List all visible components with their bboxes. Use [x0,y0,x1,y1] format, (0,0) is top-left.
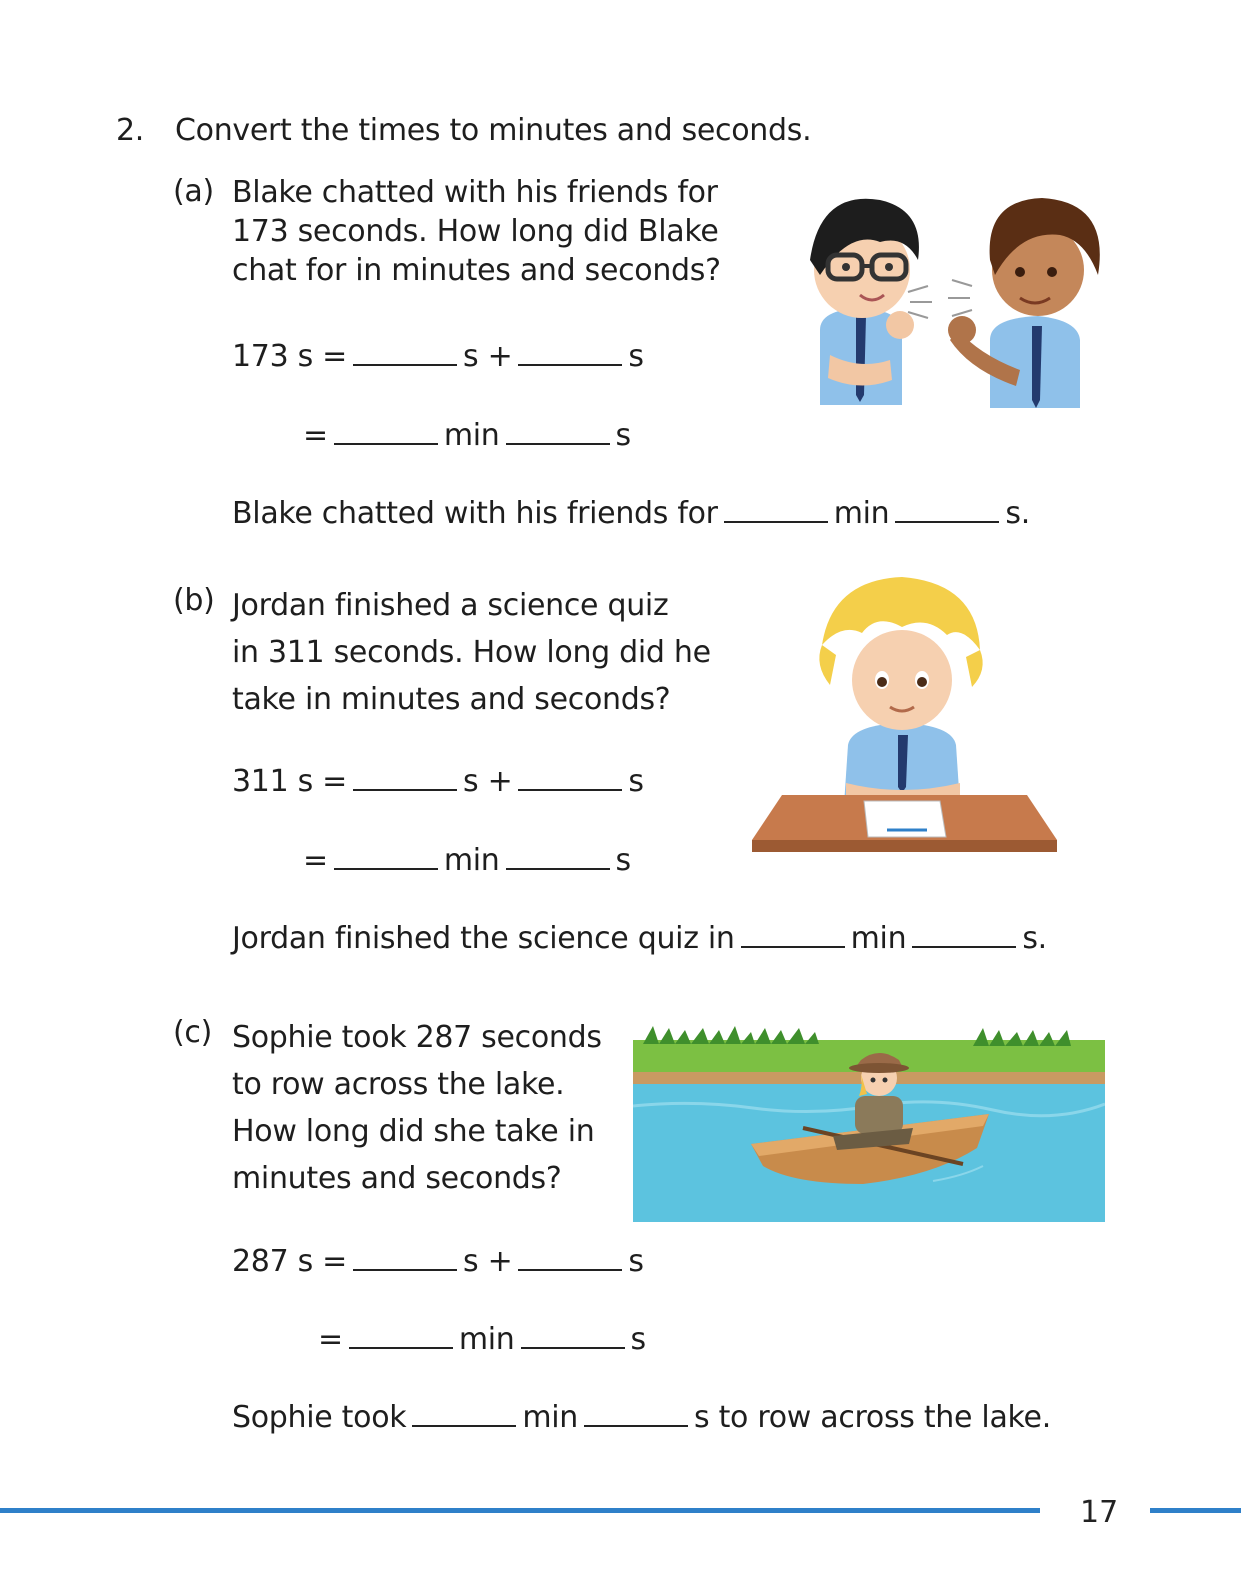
part-b-line-1: Jordan finished a science quiz [232,588,669,623]
part-c-s-plus: s + [463,1244,513,1279]
part-b-label: (b) [173,583,215,618]
part-a-s2: s [615,418,631,453]
part-b-blank-5[interactable] [741,922,845,948]
part-b-s2: s [615,843,631,878]
boy-at-desk-illustration [752,575,1062,860]
part-a-eq1-lhs: 173 s = [232,339,347,374]
part-a-blank-3[interactable] [334,419,438,445]
part-b-min: min [443,843,500,878]
part-b-answer-end: s. [1022,921,1047,956]
part-a-question [232,173,721,290]
part-b-s-plus: s + [463,764,513,799]
part-a-answer-start: Blake chatted with his friends for [232,496,718,531]
part-c-label: (c) [173,1015,213,1050]
footer-line-right [1150,1508,1241,1513]
part-b-equation-1 [232,763,644,801]
part-c-equation-2 [318,1321,646,1359]
part-c-blank-3[interactable] [349,1323,453,1349]
question-number: 2. [116,113,145,148]
part-c-answer [232,1399,1051,1437]
part-c-blank-5[interactable] [412,1401,516,1427]
part-b-blank-4[interactable] [506,844,610,870]
part-c-line-4: minutes and seconds? [232,1161,562,1196]
part-c-answer-start: Sophie took [232,1400,407,1435]
part-b-blank-6[interactable] [912,922,1016,948]
part-c-answer-end: s to row across the lake. [694,1400,1051,1435]
part-b-line-2: in 311 seconds. How long did he [232,635,711,670]
part-c-min: min [458,1322,515,1357]
part-c-blank-1[interactable] [353,1245,457,1271]
part-c-answer-min: min [522,1400,579,1435]
part-b-blank-2[interactable] [518,765,622,791]
part-a-line-3: chat for in minutes and seconds? [232,253,721,288]
part-c-equation-1 [232,1243,644,1281]
part-a-blank-4[interactable] [506,419,610,445]
part-b-answer [232,920,1047,958]
page-number: 17 [1080,1495,1119,1530]
part-b-answer-start: Jordan finished the science quiz in [232,921,735,956]
part-c-line-1: Sophie took 287 seconds [232,1020,602,1055]
part-b-eq2-equals: = [303,843,328,878]
part-b-question [232,582,711,723]
part-a-s: s [628,339,644,374]
two-boys-chatting-illustration [780,180,1130,415]
part-b-equation-2 [303,842,631,880]
part-c-s2: s [630,1322,646,1357]
part-b-blank-1[interactable] [353,765,457,791]
part-c-line-3: How long did she take in [232,1114,595,1149]
part-a-answer-end: s. [1005,496,1030,531]
part-a-blank-5[interactable] [724,497,828,523]
part-a-answer-min: min [833,496,890,531]
part-c-question [232,1014,602,1202]
part-a-line-1: Blake chatted with his friends for [232,175,718,210]
question-prompt: Convert the times to minutes and seconds. [175,113,812,148]
part-c-blank-6[interactable] [584,1401,688,1427]
part-a-line-2: 173 seconds. How long did Blake [232,214,719,249]
part-a-blank-6[interactable] [895,497,999,523]
part-a-equation-2 [303,417,631,455]
part-c-line-2: to row across the lake. [232,1067,565,1102]
part-a-equation-1 [232,338,644,376]
part-b-line-3: take in minutes and seconds? [232,682,671,717]
part-a-blank-1[interactable] [353,340,457,366]
girl-rowing-boat-illustration [633,1016,1105,1222]
part-b-blank-3[interactable] [334,844,438,870]
footer-line-left [0,1508,1040,1513]
part-b-answer-min: min [850,921,907,956]
part-a-min: min [443,418,500,453]
part-c-eq2-equals: = [318,1322,343,1357]
part-c-blank-4[interactable] [521,1323,625,1349]
part-b-s: s [628,764,644,799]
part-c-s: s [628,1244,644,1279]
part-c-eq1-lhs: 287 s = [232,1244,347,1279]
part-a-answer [232,495,1030,533]
part-a-eq2-equals: = [303,418,328,453]
part-b-eq1-lhs: 311 s = [232,764,347,799]
part-c-blank-2[interactable] [518,1245,622,1271]
part-a-blank-2[interactable] [518,340,622,366]
part-a-label: (a) [173,174,214,209]
part-a-s-plus: s + [463,339,513,374]
